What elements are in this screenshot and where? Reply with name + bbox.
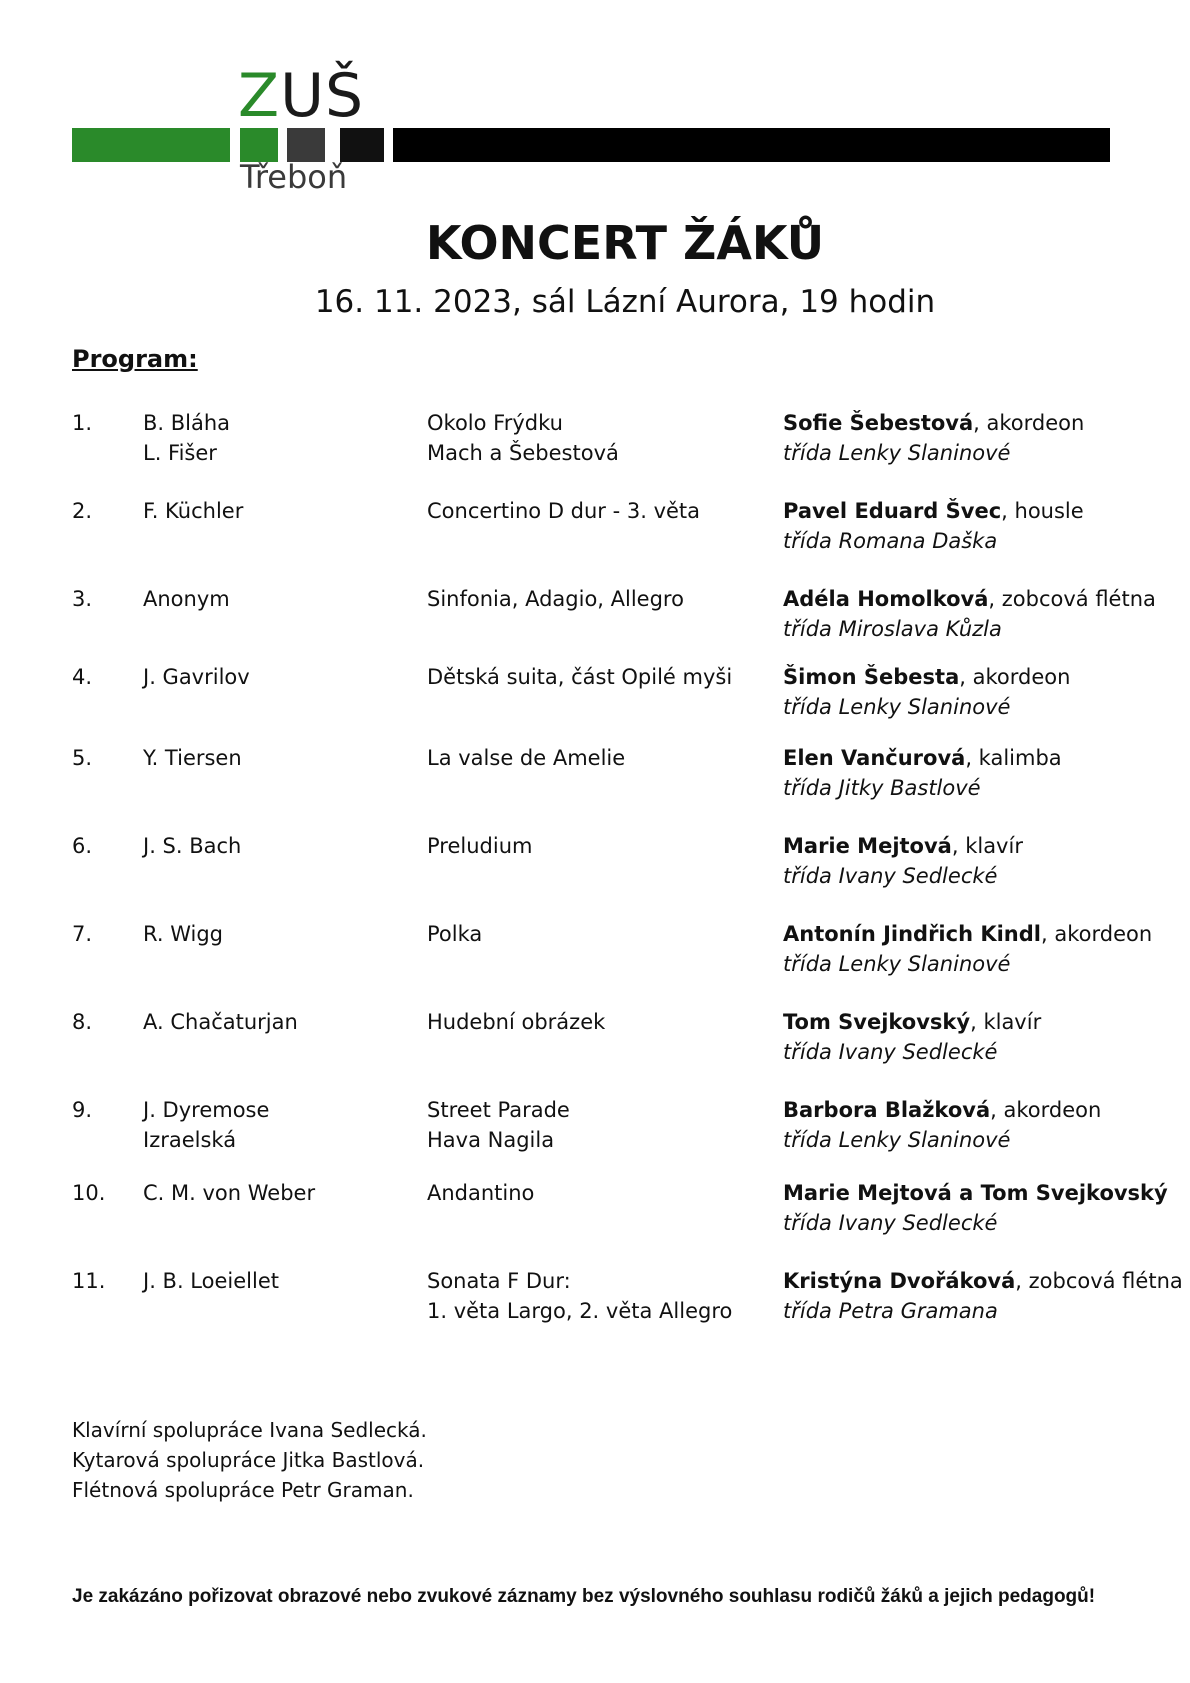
logo-black-bar bbox=[393, 128, 1110, 162]
logo-square-black bbox=[340, 128, 384, 162]
entry-number: 11. bbox=[72, 1269, 106, 1293]
school-logo bbox=[0, 0, 1190, 200]
teacher-class: třída Ivany Sedlecké bbox=[783, 1211, 998, 1235]
logo-zus-text: ZUŠ bbox=[238, 61, 365, 131]
entry-composer bbox=[143, 408, 230, 468]
collaboration-line: Flétnová spolupráce Petr Graman. bbox=[72, 1478, 414, 1502]
performer-name: Pavel Eduard Švec bbox=[783, 499, 1002, 523]
performer-instrument: , klavír bbox=[970, 1010, 1042, 1034]
teacher-class: třída Ivany Sedlecké bbox=[783, 864, 998, 888]
collaboration-notes bbox=[72, 1415, 427, 1505]
entry-performer bbox=[783, 662, 1183, 722]
entry-composer bbox=[143, 1178, 315, 1208]
entry-performer bbox=[783, 496, 1183, 556]
entry-piece bbox=[427, 919, 482, 949]
piece-line: La valse de Amelie bbox=[427, 746, 626, 770]
teacher-class: třída Romana Daška bbox=[783, 529, 998, 553]
piece-line: 1. věta Largo, 2. věta Allegro bbox=[427, 1299, 733, 1323]
logo-city-text: Třeboň bbox=[240, 158, 348, 196]
teacher-class: třída Jitky Bastlové bbox=[783, 776, 981, 800]
entry-composer bbox=[143, 584, 230, 614]
logo-green-bar bbox=[72, 128, 230, 162]
entry-composer bbox=[143, 496, 243, 526]
composer-line: J. Dyremose bbox=[143, 1098, 270, 1122]
logo-square-gray bbox=[287, 128, 325, 162]
piece-line: Preludium bbox=[427, 834, 533, 858]
performer-name: Marie Mejtová bbox=[783, 834, 952, 858]
piece-line: Hava Nagila bbox=[427, 1128, 555, 1152]
entry-piece bbox=[427, 1178, 534, 1208]
entry-composer bbox=[143, 1095, 269, 1155]
piece-line: Polka bbox=[427, 922, 483, 946]
composer-line: J. S. Bach bbox=[143, 834, 242, 858]
entry-composer bbox=[143, 919, 223, 949]
performer-instrument: , housle bbox=[1001, 499, 1084, 523]
entry-number: 5. bbox=[72, 746, 93, 770]
piece-line: Hudební obrázek bbox=[427, 1010, 606, 1034]
entry-piece bbox=[427, 1095, 570, 1155]
entry-piece bbox=[427, 662, 732, 692]
entry-number: 7. bbox=[72, 922, 93, 946]
entry-composer bbox=[143, 831, 241, 861]
teacher-class: třída Ivany Sedlecké bbox=[783, 1040, 998, 1064]
logo-square-green bbox=[240, 128, 278, 162]
collaboration-line: Klavírní spolupráce Ivana Sedlecká. bbox=[72, 1418, 427, 1442]
composer-line: R. Wigg bbox=[143, 922, 223, 946]
piece-line: Okolo Frýdku bbox=[427, 411, 563, 435]
entry-number: 8. bbox=[72, 1010, 93, 1034]
performer-instrument: , kalimba bbox=[965, 746, 1062, 770]
performer-instrument: , akordeon bbox=[973, 411, 1085, 435]
composer-line: A. Chačaturjan bbox=[143, 1010, 298, 1034]
performer-name: Marie Mejtová a Tom Svejkovský bbox=[783, 1181, 1168, 1205]
teacher-class: třída Lenky Slaninové bbox=[783, 695, 1011, 719]
entry-piece bbox=[427, 1007, 605, 1037]
entry-number: 4. bbox=[72, 665, 93, 689]
performer-instrument: , akordeon bbox=[990, 1098, 1102, 1122]
entry-composer bbox=[143, 1266, 279, 1296]
entry-performer bbox=[783, 743, 1183, 803]
composer-line: Izraelská bbox=[143, 1128, 237, 1152]
performer-name: Šimon Šebesta bbox=[783, 665, 960, 689]
entry-performer bbox=[783, 1095, 1183, 1155]
entry-piece bbox=[427, 496, 700, 526]
entry-piece bbox=[427, 831, 532, 861]
entry-number: 9. bbox=[72, 1098, 93, 1122]
performer-instrument: , zobcová flétna bbox=[1015, 1269, 1183, 1293]
entry-number: 2. bbox=[72, 499, 93, 523]
entry-performer bbox=[783, 584, 1183, 644]
entry-piece bbox=[427, 743, 625, 773]
entry-piece bbox=[427, 408, 619, 468]
teacher-class: třída Miroslava Kůzla bbox=[783, 617, 1002, 641]
performer-name: Elen Vančurová bbox=[783, 746, 966, 770]
composer-line: Y. Tiersen bbox=[143, 746, 242, 770]
composer-line: L. Fišer bbox=[143, 441, 217, 465]
performer-name: Kristýna Dvořáková bbox=[783, 1269, 1016, 1293]
entry-number: 1. bbox=[72, 411, 93, 435]
piece-line: Concertino D dur - 3. věta bbox=[427, 499, 701, 523]
composer-line: F. Küchler bbox=[143, 499, 244, 523]
entry-performer bbox=[783, 831, 1183, 891]
composer-line: C. M. von Weber bbox=[143, 1181, 316, 1205]
performer-name: Barbora Blažková bbox=[783, 1098, 991, 1122]
entry-performer bbox=[783, 1178, 1183, 1238]
piece-line: Sinfonia, Adagio, Allegro bbox=[427, 587, 684, 611]
teacher-class: třída Lenky Slaninové bbox=[783, 1128, 1011, 1152]
teacher-class: třída Lenky Slaninové bbox=[783, 952, 1011, 976]
program-heading: Program: bbox=[72, 345, 198, 373]
composer-line: J. B. Loeiellet bbox=[143, 1269, 279, 1293]
entry-performer bbox=[783, 919, 1183, 979]
composer-line: J. Gavrilov bbox=[143, 665, 250, 689]
entry-composer bbox=[143, 1007, 298, 1037]
entry-number: 10. bbox=[72, 1181, 106, 1205]
entry-piece bbox=[427, 584, 684, 614]
entry-number: 6. bbox=[72, 834, 93, 858]
performer-instrument: , klavír bbox=[951, 834, 1023, 858]
entry-piece bbox=[427, 1266, 732, 1326]
entry-performer bbox=[783, 1266, 1183, 1326]
entry-performer bbox=[783, 408, 1183, 468]
event-details: 16. 11. 2023, sál Lázní Aurora, 19 hodin bbox=[314, 284, 936, 320]
piece-line: Andantino bbox=[427, 1181, 535, 1205]
entry-number: 3. bbox=[72, 587, 93, 611]
teacher-class: třída Lenky Slaninové bbox=[783, 441, 1011, 465]
performer-instrument: , akordeon bbox=[1041, 922, 1153, 946]
performer-instrument: , zobcová flétna bbox=[988, 587, 1156, 611]
performer-name: Adéla Homolková bbox=[783, 587, 989, 611]
performer-instrument: , akordeon bbox=[959, 665, 1071, 689]
composer-line: B. Bláha bbox=[143, 411, 231, 435]
recording-warning: Je zakázáno pořizovat obrazové nebo zvukové záznamy bez výslovného souhlasu rodičů žáků a jejich pedagogů! bbox=[72, 1586, 1096, 1607]
entry-composer bbox=[143, 743, 242, 773]
piece-line: Street Parade bbox=[427, 1098, 570, 1122]
page-title: KONCERT ŽÁKŮ bbox=[425, 216, 825, 270]
collaboration-line: Kytarová spolupráce Jitka Bastlová. bbox=[72, 1448, 425, 1472]
performer-name: Antonín Jindřich Kindl bbox=[783, 922, 1041, 946]
teacher-class: třída Petra Gramana bbox=[783, 1299, 998, 1323]
piece-line: Sonata F Dur: bbox=[427, 1269, 571, 1293]
entry-performer bbox=[783, 1007, 1183, 1067]
performer-name: Sofie Šebestová bbox=[783, 411, 974, 435]
piece-line: Mach a Šebestová bbox=[427, 441, 619, 465]
piece-line: Dětská suita, část Opilé myši bbox=[427, 665, 733, 689]
entry-composer bbox=[143, 662, 250, 692]
performer-name: Tom Svejkovský bbox=[783, 1010, 971, 1034]
composer-line: Anonym bbox=[143, 587, 230, 611]
